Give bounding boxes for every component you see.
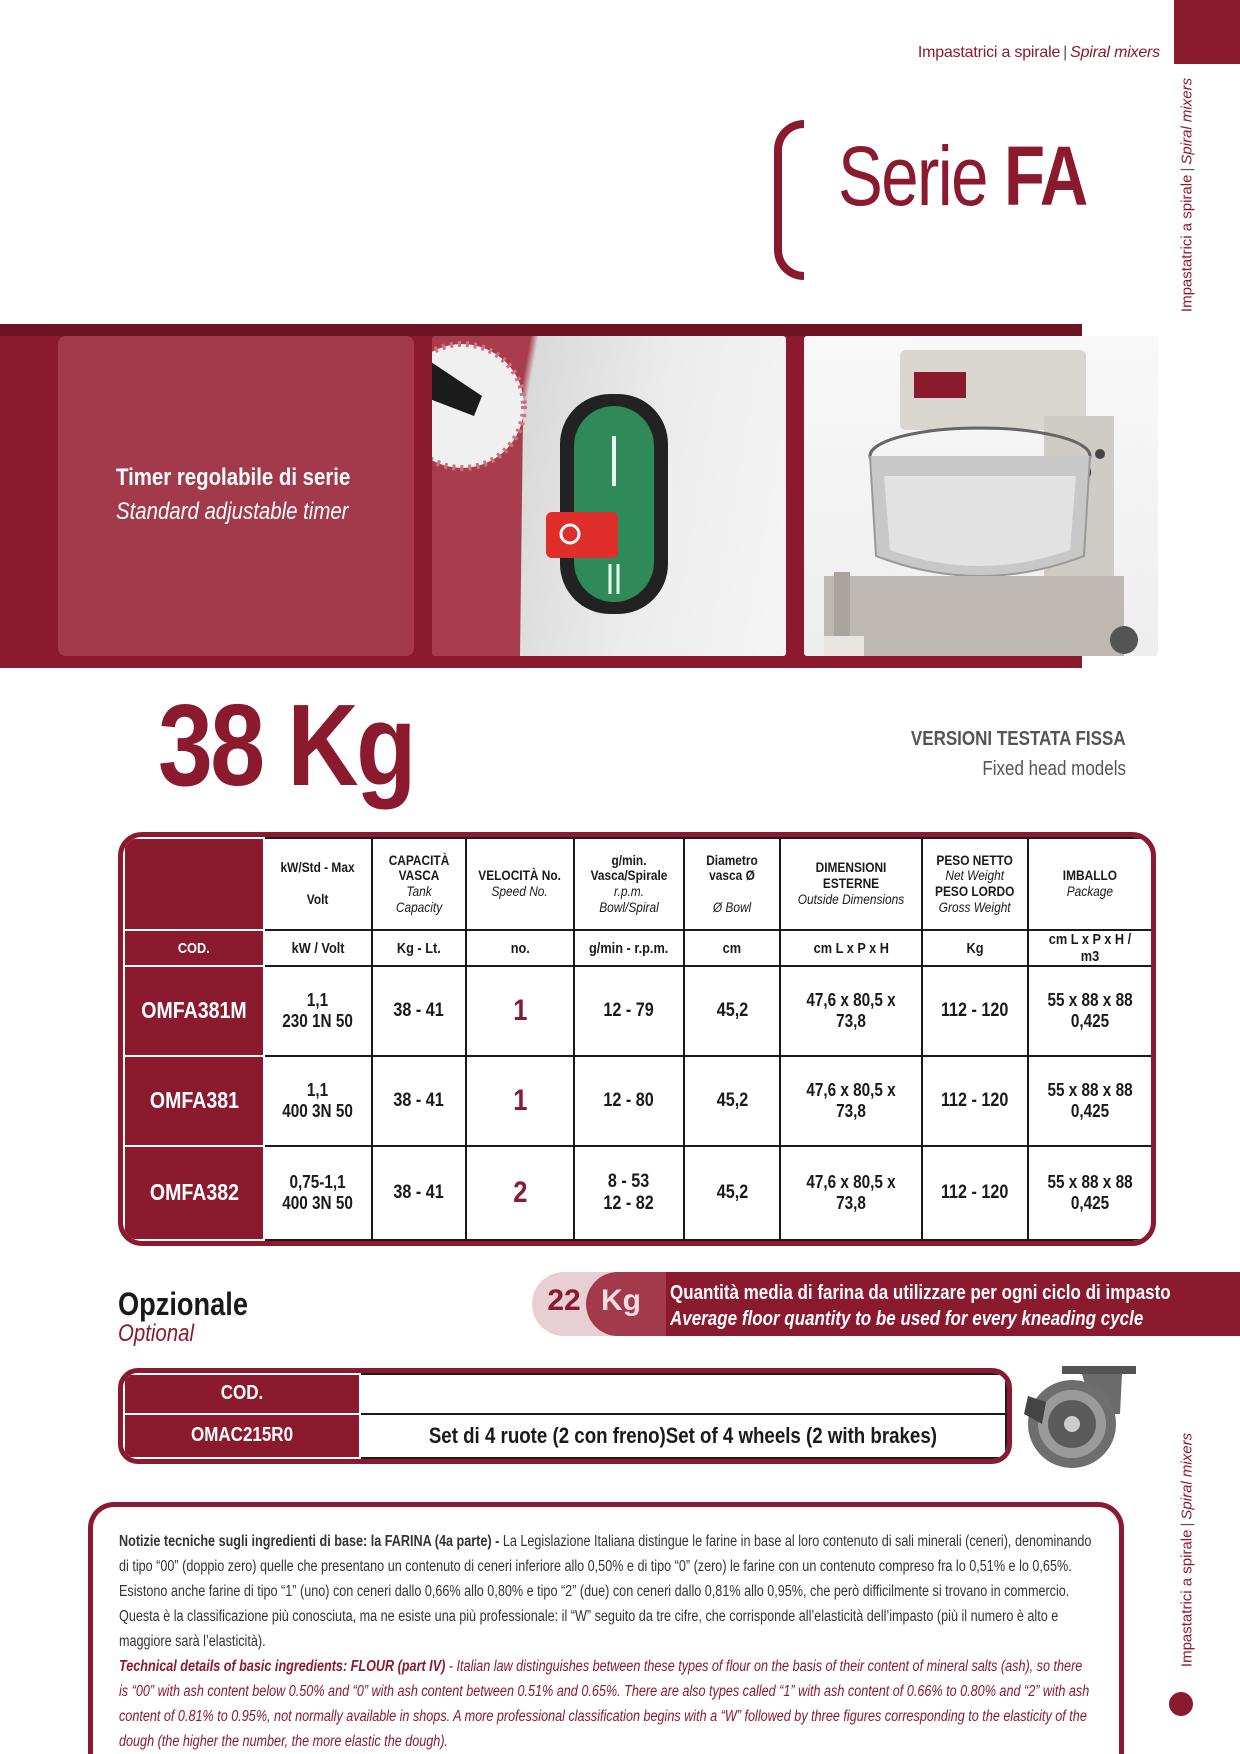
unit-power: kW / Volt xyxy=(264,930,372,966)
model-code: OMFA381M xyxy=(124,966,264,1056)
header-blank-cell xyxy=(124,838,264,930)
header-speed-en: Speed No. xyxy=(491,883,549,899)
header-rpm-it: g/min. Vasca/Spirale xyxy=(590,851,668,884)
spec-header-row xyxy=(124,838,1152,930)
page-marker-dot xyxy=(1169,1692,1193,1716)
versions-label-en: Fixed head models xyxy=(982,758,1126,780)
optional-table-container xyxy=(118,1368,1012,1464)
header-package-en: Package xyxy=(1066,883,1114,899)
power-cell: 0,75-1,1 400 3N 50 xyxy=(264,1146,372,1240)
header-diameter xyxy=(684,838,780,930)
side-label-top-en: Spiral mixers xyxy=(1178,77,1196,165)
rpm-cell: 12 - 80 xyxy=(574,1056,684,1146)
optional-cod-header: COD. xyxy=(124,1374,360,1414)
power-cell: 1,1 230 1N 50 xyxy=(264,966,372,1056)
model-code: OMFA382 xyxy=(124,1146,264,1240)
unit-speed: no. xyxy=(466,930,574,966)
package-cell: 55 x 88 x 88 0,425 xyxy=(1028,1056,1152,1146)
side-label-top xyxy=(1172,77,1202,313)
header-capacity xyxy=(372,838,466,930)
header-power-it2: Volt xyxy=(307,890,329,907)
speed-cell: 2 xyxy=(466,1146,574,1240)
feature-label-en: Standard adjustable timer xyxy=(116,498,349,525)
speed-cell: 1 xyxy=(466,966,574,1056)
optional-row xyxy=(124,1414,1006,1458)
unit-dimensions: cm L x P x H xyxy=(780,930,922,966)
wheel-icon xyxy=(1022,1362,1142,1474)
capacity-cell: 38 - 41 xyxy=(372,966,466,1056)
title-bracket xyxy=(774,120,804,280)
table-row xyxy=(124,966,1152,1056)
optional-title-it: Opzionale xyxy=(118,1286,248,1322)
side-label-bottom-it: Impastatrici a spirale xyxy=(1178,1529,1196,1668)
weight-cell: 112 - 120 xyxy=(922,1056,1028,1146)
header-weight xyxy=(922,838,1028,930)
optional-description: Set di 4 ruote (2 con freno)Set of 4 wheels (2 with brakes) xyxy=(360,1414,1006,1458)
side-label-top-it: Impastatrici a spirale xyxy=(1178,174,1196,313)
dimensions-cell: 47,6 x 80,5 x 73,8 xyxy=(780,966,922,1056)
header-package-it: IMBALLO xyxy=(1062,867,1118,884)
side-label-top-separator: | xyxy=(1178,167,1196,172)
timer-photo xyxy=(432,336,786,656)
table-row xyxy=(124,1146,1152,1240)
notes-body-en: - Italian law distinguishes between these types of flour on the basis of their content of mineral salts (ash), so there is “00” with ash content below 0.50% and “0” with ash content between 0.51% and 0.65%. There are also types called “1” with ash content of 0.66% to 0.80% and “2” with ash content of 0.81% to 0.95%, not normally available in shops. A more professional classification begins with a “W” followed by three figures corresponding to the elasticity of the dough (the higher the number, the more elastic the dough). xyxy=(119,1658,1090,1750)
speed-cell: 1 xyxy=(466,1056,574,1146)
unit-package: cm L x P x H / m3 xyxy=(1028,930,1152,966)
capacity-cell: 38 - 41 xyxy=(372,1056,466,1146)
series-title-code: FA xyxy=(1003,129,1087,223)
notes-heading-it: Notizie tecniche sugli ingredienti di base: la FARINA (4a parte) - xyxy=(119,1533,500,1550)
capacity-cell: 38 - 41 xyxy=(372,1146,466,1240)
series-title xyxy=(838,128,1087,225)
header-speed xyxy=(466,838,574,930)
technical-notes xyxy=(88,1502,1124,1754)
corner-tab xyxy=(1174,0,1240,64)
header-weight-gross-en: Gross Weight xyxy=(939,898,1011,915)
header-power xyxy=(264,838,372,930)
weight-cell: 112 - 120 xyxy=(922,966,1028,1056)
rpm-cell: 12 - 79 xyxy=(574,966,684,1056)
flour-quantity-label-it: Quantità media di farina da utilizzare per ogni ciclo di impasto xyxy=(670,1282,1171,1304)
flour-quantity-label-en: Average floor quantity to be used for every kneading cycle xyxy=(670,1308,1144,1330)
header-diameter-en: Ø Bowl xyxy=(712,898,752,915)
capacity-heading: 38 Kg xyxy=(158,680,414,810)
weight-cell: 112 - 120 xyxy=(922,1146,1028,1240)
optional-code: OMAC215R0 xyxy=(124,1414,360,1458)
feature-label-it: Timer regolabile di serie xyxy=(116,464,351,491)
optional-title-en: Optional xyxy=(118,1320,194,1347)
unit-diameter: cm xyxy=(684,930,780,966)
optional-header-row xyxy=(124,1374,1006,1414)
flour-quantity-value: 22 xyxy=(547,1284,581,1317)
header-weight-net-en: Net Weight xyxy=(945,867,1005,884)
dimensions-cell: 47,6 x 80,5 x 73,8 xyxy=(780,1056,922,1146)
spec-table-container xyxy=(118,832,1156,1246)
header-power-it: kW/Std - Max xyxy=(280,859,356,876)
header-dimensions-en: Outside Dimensions xyxy=(797,890,905,907)
header-rpm-en: r.p.m. Bowl/Spiral xyxy=(599,883,659,915)
header-category-it: Impastatrici a spirale xyxy=(917,44,1061,61)
side-label-bottom-separator: | xyxy=(1178,1522,1196,1527)
feature-box xyxy=(58,336,414,656)
feature-band-shadow xyxy=(0,324,1082,336)
header-dimensions-it: DIMENSIONI ESTERNE xyxy=(815,859,887,892)
header-dimensions xyxy=(780,838,922,930)
series-title-prefix: Serie xyxy=(838,129,987,223)
unit-capacity: Kg - Lt. xyxy=(372,930,466,966)
header-capacity-en: Tank Capacity xyxy=(395,883,443,915)
diameter-cell: 45,2 xyxy=(684,1146,780,1240)
notes-heading-en: Technical details of basic ingredients: FLOUR (part IV) xyxy=(119,1658,446,1675)
dimensions-cell: 47,6 x 80,5 x 73,8 xyxy=(780,1146,922,1240)
table-row xyxy=(124,1056,1152,1146)
package-cell: 55 x 88 x 88 0,425 xyxy=(1028,1146,1152,1240)
notes-body-it: La Legislazione Italiana distingue le farine in base al loro contenuto di sali minerali (ceneri), denominando di tipo “00” (doppio zero) quelle che presentano un contenuto di ceneri inferiore allo 0,50% e di tipo “0” (zero) le farine con un contenuto compreso fra lo 0,51% e lo 0,65%. Esistono anche farine di tipo “1” (uno) con ceneri dallo 0,66% allo 0,80% e tipo “2” (due) con ceneri dallo 0,81% allo 0,95%, che però difficilmente si trovano in commercio. Questa è la classificazione più conosciuta, ma ne esiste una più professionale: il “W” seguito da tre cifre, che corrisponde all’elasticità dell’impasto (più il numero è alto e maggiore sarà l’elasticità). xyxy=(119,1533,1092,1650)
header-diameter-it: Diametro vasca Ø xyxy=(706,851,758,884)
diameter-cell: 45,2 xyxy=(684,1056,780,1146)
page-header xyxy=(918,44,1160,62)
header-weight-net-it: PESO NETTO xyxy=(936,851,1014,868)
spec-table xyxy=(123,837,1153,1241)
model-code: OMFA381 xyxy=(124,1056,264,1146)
side-label-bottom-en: Spiral mixers xyxy=(1178,1432,1196,1520)
flour-quantity-unit: Kg xyxy=(601,1284,641,1317)
unit-rpm: g/min - r.p.m. xyxy=(574,930,684,966)
optional-header-blank xyxy=(360,1374,1006,1414)
header-package xyxy=(1028,838,1152,930)
mixer-photo xyxy=(804,336,1158,656)
header-weight-gross-it: PESO LORDO xyxy=(935,883,1015,899)
unit-cod: COD. xyxy=(124,930,264,966)
header-capacity-it: CAPACITÀ VASCA xyxy=(388,851,450,884)
spec-unit-row xyxy=(124,930,1152,966)
package-cell: 55 x 88 x 88 0,425 xyxy=(1028,966,1152,1056)
power-cell: 1,1 400 3N 50 xyxy=(264,1056,372,1146)
header-rpm xyxy=(574,838,684,930)
diameter-cell: 45,2 xyxy=(684,966,780,1056)
rpm-cell: 8 - 53 12 - 82 xyxy=(574,1146,684,1240)
optional-table xyxy=(123,1373,1007,1459)
header-separator: | xyxy=(1063,44,1068,61)
header-category-en: Spiral mixers xyxy=(1070,44,1160,61)
versions-label-it: VERSIONI TESTATA FISSA xyxy=(911,728,1126,750)
side-label-bottom xyxy=(1172,1432,1202,1668)
unit-weight: Kg xyxy=(922,930,1028,966)
header-speed-it: VELOCITÀ No. xyxy=(478,867,562,884)
